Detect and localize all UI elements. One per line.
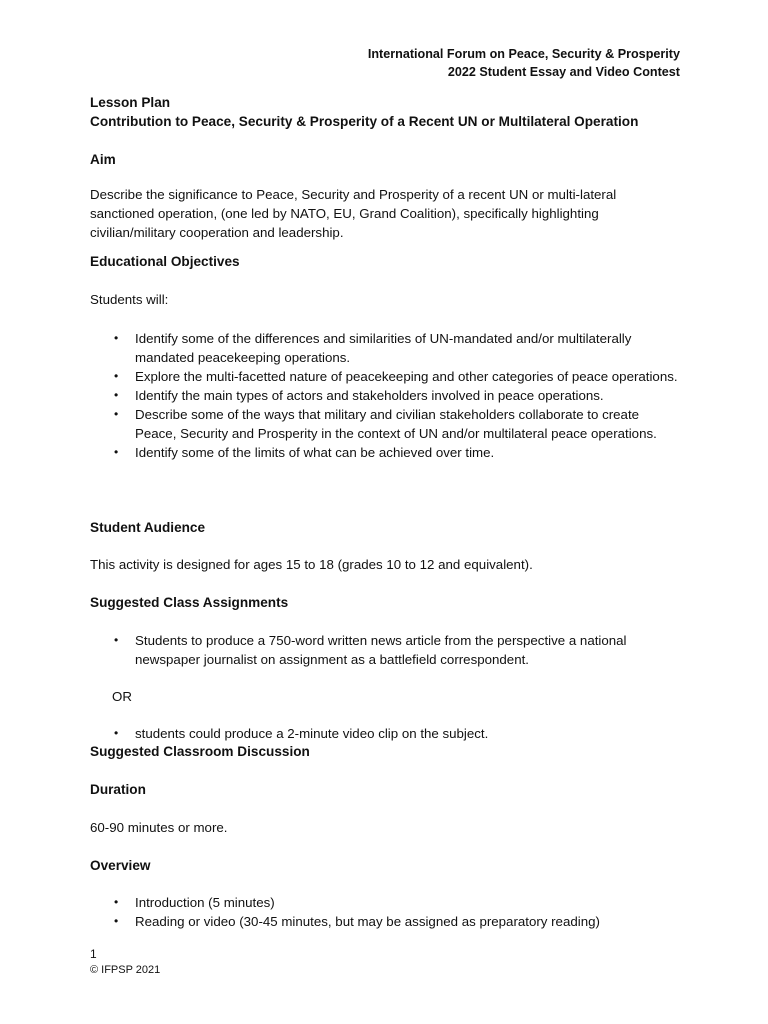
copyright-text: © IFPSP 2021	[90, 964, 161, 976]
overview-heading: Overview	[90, 858, 151, 873]
list-item: • Identify the main types of actors and stakeholders involved in peace operations.	[114, 388, 604, 403]
objectives-heading: Educational Objectives	[90, 254, 240, 269]
document-header	[368, 45, 680, 81]
assignments-or: OR	[112, 689, 132, 704]
overview-list	[90, 893, 680, 931]
bullet-icon: •	[114, 726, 119, 740]
list-item: • Reading or video (30-45 minutes, but may be assigned as preparatory reading)	[114, 914, 600, 929]
bullet-icon: •	[114, 895, 119, 909]
discussion-heading: Suggested Classroom Discussion	[90, 744, 310, 759]
list-item: • Describe some of the ways that military and civilian stakeholders collaborate to create Peace, Security and Prosperity in the context of UN and/or multilateral peace operations.	[114, 407, 657, 441]
title-line-1: Lesson Plan	[90, 95, 171, 110]
duration-heading: Duration	[90, 782, 146, 797]
assignments-list-2	[90, 724, 680, 743]
header-line-1: International Forum on Peace, Security & Prosperity	[367, 47, 680, 61]
aim-text: Describe the significance to Peace, Security and Prosperity of a recent UN or multi-lateral sanctioned operation, (one led by NATO, EU, Grand Coalition), specifically highlighting civilian/military cooperation and leadership.	[90, 187, 617, 240]
document-title	[90, 93, 638, 131]
bullet-icon: •	[114, 369, 119, 383]
list-item: • Identify some of the differences and similarities of UN-mandated and/or multilaterally mandated peacekeeping operations.	[114, 331, 632, 365]
page-footer	[90, 946, 160, 978]
bullet-icon: •	[114, 388, 119, 402]
list-item: • Introduction (5 minutes)	[114, 895, 275, 910]
bullet-icon: •	[114, 331, 119, 345]
assignments-heading: Suggested Class Assignments	[90, 595, 289, 610]
objectives-intro: Students will:	[90, 292, 169, 307]
document-page	[90, 0, 680, 1024]
title-line-2: Contribution to Peace, Security & Prosperity of a Recent UN or Multilateral Operation	[90, 114, 639, 129]
aim-heading: Aim	[90, 152, 116, 167]
list-item: • Explore the multi-facetted nature of peacekeeping and other categories of peace operations.	[114, 369, 678, 384]
bullet-icon: •	[114, 445, 119, 459]
list-item: • Identify some of the limits of what can be achieved over time.	[114, 445, 495, 460]
objectives-list	[90, 329, 680, 462]
audience-heading: Student Audience	[90, 520, 206, 535]
bullet-icon: •	[114, 633, 119, 647]
assignments-list	[90, 631, 680, 669]
list-item: • Students to produce a 750-word written news article from the perspective a national newspaper journalist on assignment as a battlefield correspondent.	[114, 633, 627, 667]
list-item: • students could produce a 2-minute video clip on the subject.	[114, 726, 489, 741]
page-number: 1	[90, 947, 97, 961]
bullet-icon: •	[114, 407, 119, 421]
audience-text: This activity is designed for ages 15 to 18 (grades 10 to 12 and equivalent).	[90, 557, 533, 572]
header-line-2: 2022 Student Essay and Video Contest	[447, 65, 680, 79]
bullet-icon: •	[114, 914, 119, 928]
duration-text: 60-90 minutes or more.	[90, 820, 228, 835]
